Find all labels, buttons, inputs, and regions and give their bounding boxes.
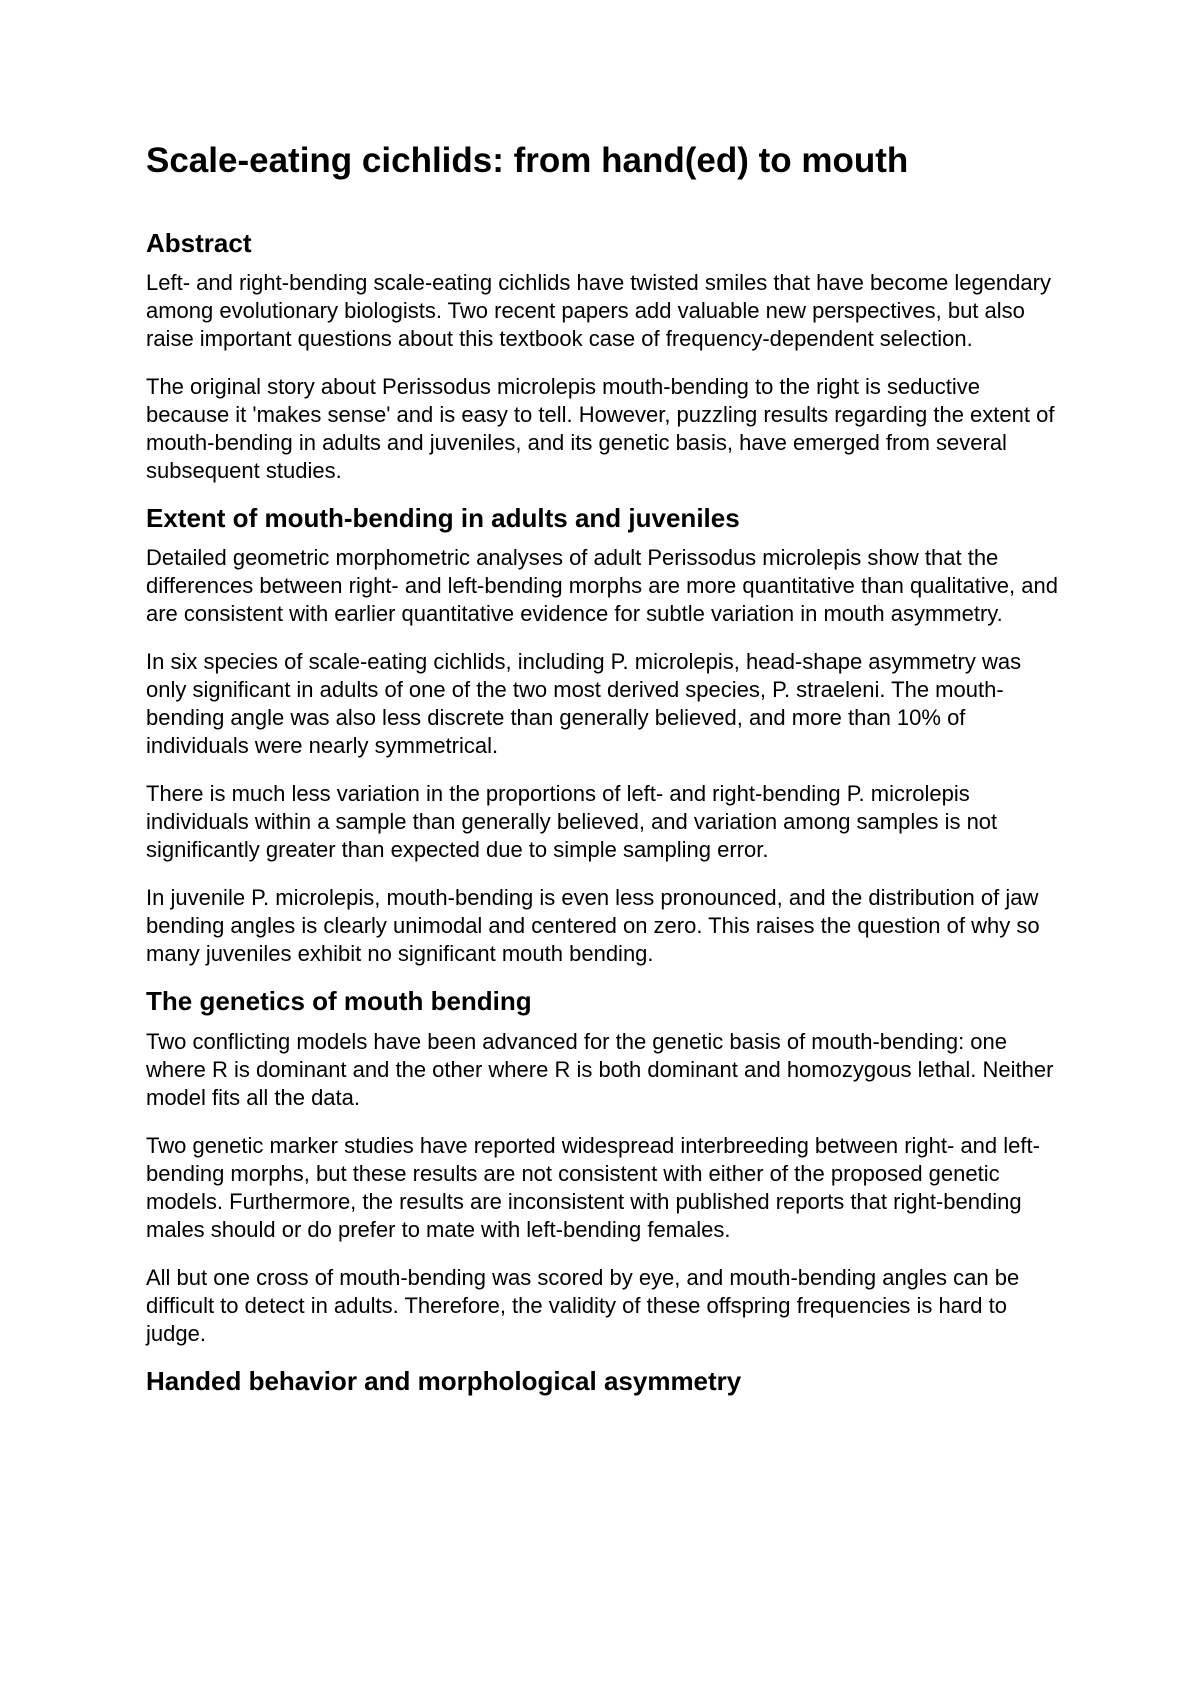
section-genetics	[146, 986, 1066, 1347]
document-page	[146, 140, 1066, 1407]
section-heading: Handed behavior and morphological asymmetry	[146, 1365, 742, 1396]
paragraph: In juvenile P. microlepis, mouth-bending is even less pronounced, and the distribution of jaw bending angles is clearly unimodal and centered on zero. This raises the question of why so many juveniles exhibit no significant mouth bending.	[146, 885, 1040, 967]
section-abstract	[146, 228, 1066, 485]
paragraph: In six species of scale-eating cichlids, including P. microlepis, head-shape asymmetry was only significant in adults of one of the two most derived species, P. straeleni. The mouth-bending angle was also less discrete than generally believed, and more than 10% of individuals were nearly symmetrical.	[146, 649, 1022, 759]
section-extent	[146, 503, 1066, 968]
section-heading: Abstract	[146, 228, 252, 258]
paragraph: Detailed geometric morphometric analyses of adult Perissodus microlepis show that the differences between right- and left-bending morphs are more quantitative than qualitative, and are consistent with earlier quantitative evidence for subtle variation in mouth asymmetry.	[146, 545, 1058, 627]
section-handed-behavior	[146, 1366, 1066, 1397]
paragraph: There is much less variation in the proportions of left- and right-bending P. microlepis individuals within a sample than generally believed, and variation among samples is not significantly greater than expected due to simple sampling error.	[146, 781, 998, 863]
paragraph: Left- and right-bending scale-eating cichlids have twisted smiles that have become legendary among evolutionary biologists. Two recent papers add valuable new perspectives, but also raise important questions about this textbook case of frequency-dependent selection.	[146, 270, 1051, 352]
section-heading: Extent of mouth-bending in adults and juveniles	[146, 503, 740, 534]
paragraph: All but one cross of mouth-bending was scored by eye, and mouth-bending angles can be difficult to detect in adults. Therefore, the validity of these offspring frequencies is hard to judge.	[146, 1264, 1020, 1346]
paragraph: The original story about Perissodus microlepis mouth-bending to the right is seductive because it 'makes sense' and is easy to tell. However, puzzling results regarding the extent of mouth-bending in adults and juveniles, and its genetic basis, have emerged from several subsequent studies.	[146, 374, 1055, 484]
section-heading: The genetics of mouth bending	[146, 986, 532, 1017]
paragraph: Two genetic marker studies have reported widespread interbreeding between right- and left-bending morphs, but these results are not consistent with either of the proposed genetic models. Furthermore, the results are inconsistent with published reports that right-bending males should or do prefer to mate with left-bending females.	[146, 1132, 1040, 1242]
document-title: Scale-eating cichlids: from hand(ed) to mouth	[146, 141, 909, 180]
paragraph: Two conflicting models have been advanced for the genetic basis of mouth-bending: one where R is dominant and the other where R is both dominant and homozygous lethal. Neither model fits all the data.	[146, 1028, 1054, 1110]
